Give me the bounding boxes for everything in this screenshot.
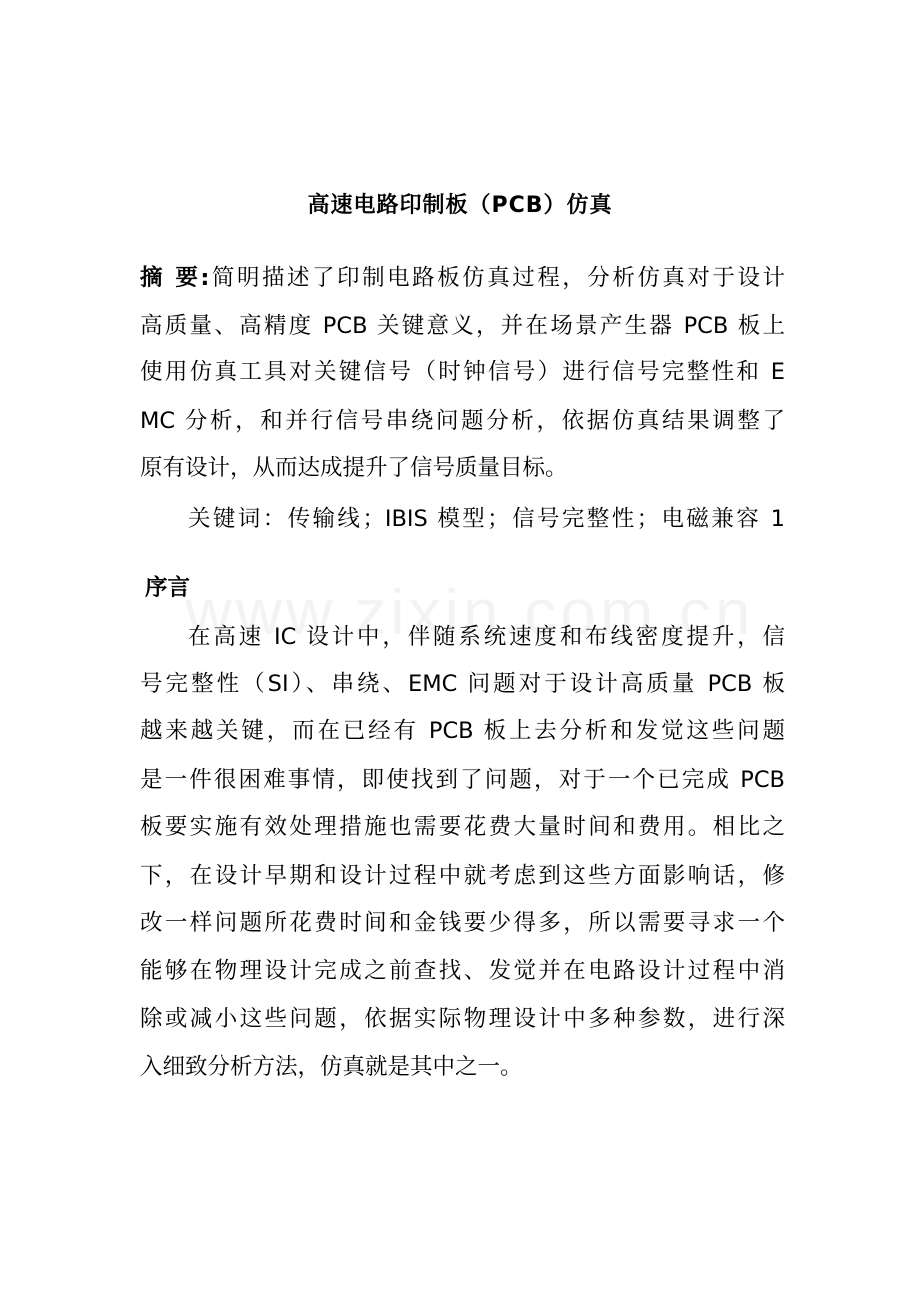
page-title: 高速电路印制板（PCB）仿真: [307, 193, 613, 218]
body-line-6: 下，在设计早期和设计过程中就考虑到这些方面影响话，修: [140, 863, 785, 889]
abstract-line-1: [140, 262, 785, 294]
body-line-10: 入细致分析方法，仿真就是其中之一。: [140, 1054, 523, 1080]
abstract-text: 简明描述了印制电路板仿真过程，分析仿真对于设计: [209, 265, 785, 291]
abstract-line-5: 原有设计，从而达成提升了信号质量目标。: [140, 455, 568, 481]
abstract-label: 摘 要:: [140, 265, 210, 291]
body-line-1: 在高速 IC 设计中，伴随系统速度和布线密度提升，信: [188, 624, 785, 650]
body-line-8: 能够在物理设计完成之前查找、发觉并在电路设计过程中消: [140, 958, 785, 984]
body-line-9: 除或减小这些问题，依据实际物理设计中多种参数，进行深: [140, 1006, 785, 1032]
body-line-5: 板要实施有效处理措施也需要花费大量时间和费用。相比之: [140, 814, 785, 840]
body-line-7: 改一样问题所花费时间和金钱要少得多，所以需要寻求一个: [140, 910, 785, 936]
abstract-line-2: 高质量、高精度 PCB 关键意义，并在场景产生器 PCB 板上: [140, 313, 785, 339]
abstract-line-4: MC 分析，和并行信号串绕问题分析，依据仿真结果调整了: [140, 408, 785, 434]
section-heading: 序言: [145, 575, 191, 601]
keywords-line: 关键词：传输线；IBIS 模型；信号完整性；电磁兼容 1: [188, 506, 785, 532]
body-line-4: 是一件很困难事情，即使找到了问题，对于一个已完成 PCB: [140, 767, 785, 793]
abstract-line-3: 使用仿真工具对关键信号（时钟信号）进行信号完整性和 E: [140, 359, 785, 385]
body-line-2: 号完整性（SI）、串绕、EMC 问题对于设计高质量 PCB 板: [140, 671, 785, 697]
body-line-3: 越来越关键，而在已经有 PCB 板上去分析和发觉这些问题: [140, 718, 785, 744]
